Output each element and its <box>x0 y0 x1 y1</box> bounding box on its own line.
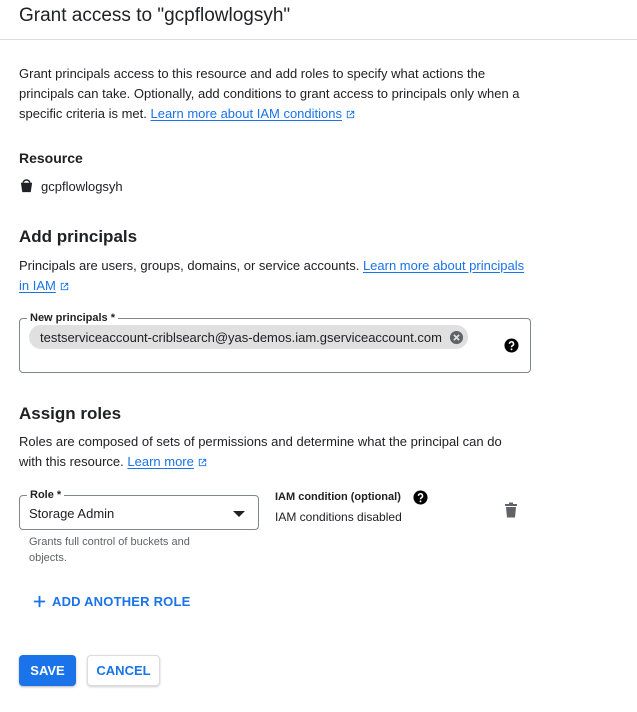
roles-description-text: Roles are composed of sets of permissions and determine what the principal can do with this resource. <box>19 434 502 469</box>
bucket-icon <box>19 179 34 194</box>
resource-name: gcpflowlogsyh <box>41 178 123 194</box>
assign-roles-title: Assign roles <box>19 404 122 423</box>
roles-description <box>19 432 519 472</box>
add-principals-title: Add principals <box>19 227 138 246</box>
close-icon[interactable] <box>449 330 464 345</box>
add-another-role-label: ADD ANOTHER ROLE <box>52 594 191 609</box>
role-select[interactable] <box>19 489 259 530</box>
help-icon[interactable] <box>413 490 428 505</box>
external-link-icon <box>345 109 356 120</box>
iam-condition-label: IAM condition (optional) <box>275 491 401 503</box>
resource-row <box>19 177 123 195</box>
new-principals-field[interactable] <box>19 312 531 373</box>
principals-description <box>19 256 529 296</box>
delete-icon[interactable] <box>504 502 518 518</box>
role-value: Storage Admin <box>29 506 115 521</box>
role-hint: Grants full control of buckets and objects. <box>29 536 190 564</box>
principals-learn-more-label: Learn more about principals in IAM <box>19 258 525 293</box>
dropdown-arrow-icon <box>233 511 245 517</box>
add-another-role-button[interactable] <box>33 594 191 609</box>
role-label: Role * <box>27 488 64 502</box>
iam-conditions-link[interactable] <box>150 106 356 121</box>
roles-learn-more-link[interactable] <box>127 454 207 469</box>
roles-learn-more-label: Learn more <box>127 454 194 469</box>
external-link-icon <box>197 457 208 468</box>
principal-chip-label: testserviceaccount-criblsearch@yas-demos.iam.gserviceaccount.com <box>40 329 442 345</box>
help-icon[interactable] <box>504 338 519 353</box>
principal-chip <box>29 325 468 349</box>
save-button[interactable]: SAVE <box>19 655 76 686</box>
intro-text <box>19 64 539 124</box>
dialog-title: Grant access to "gcpflowlogsyh" <box>19 5 291 26</box>
principals-description-text: Principals are users, groups, domains, or service accounts. <box>19 258 363 273</box>
iam-conditions-link-label: Learn more about IAM conditions <box>150 106 342 121</box>
external-link-icon <box>59 281 70 292</box>
plus-icon <box>33 595 46 608</box>
resource-label: Resource <box>19 150 83 166</box>
new-principals-label: New principals * <box>27 311 118 325</box>
dialog-header <box>0 0 637 40</box>
cancel-button[interactable]: CANCEL <box>87 655 160 686</box>
intro-description: Grant principals access to this resource and add roles to specify what actions the principals can take. Optionally, add conditions to grant access to principals only when a specific criteria is met. <box>19 66 520 121</box>
iam-condition-status: IAM conditions disabled <box>275 510 402 524</box>
